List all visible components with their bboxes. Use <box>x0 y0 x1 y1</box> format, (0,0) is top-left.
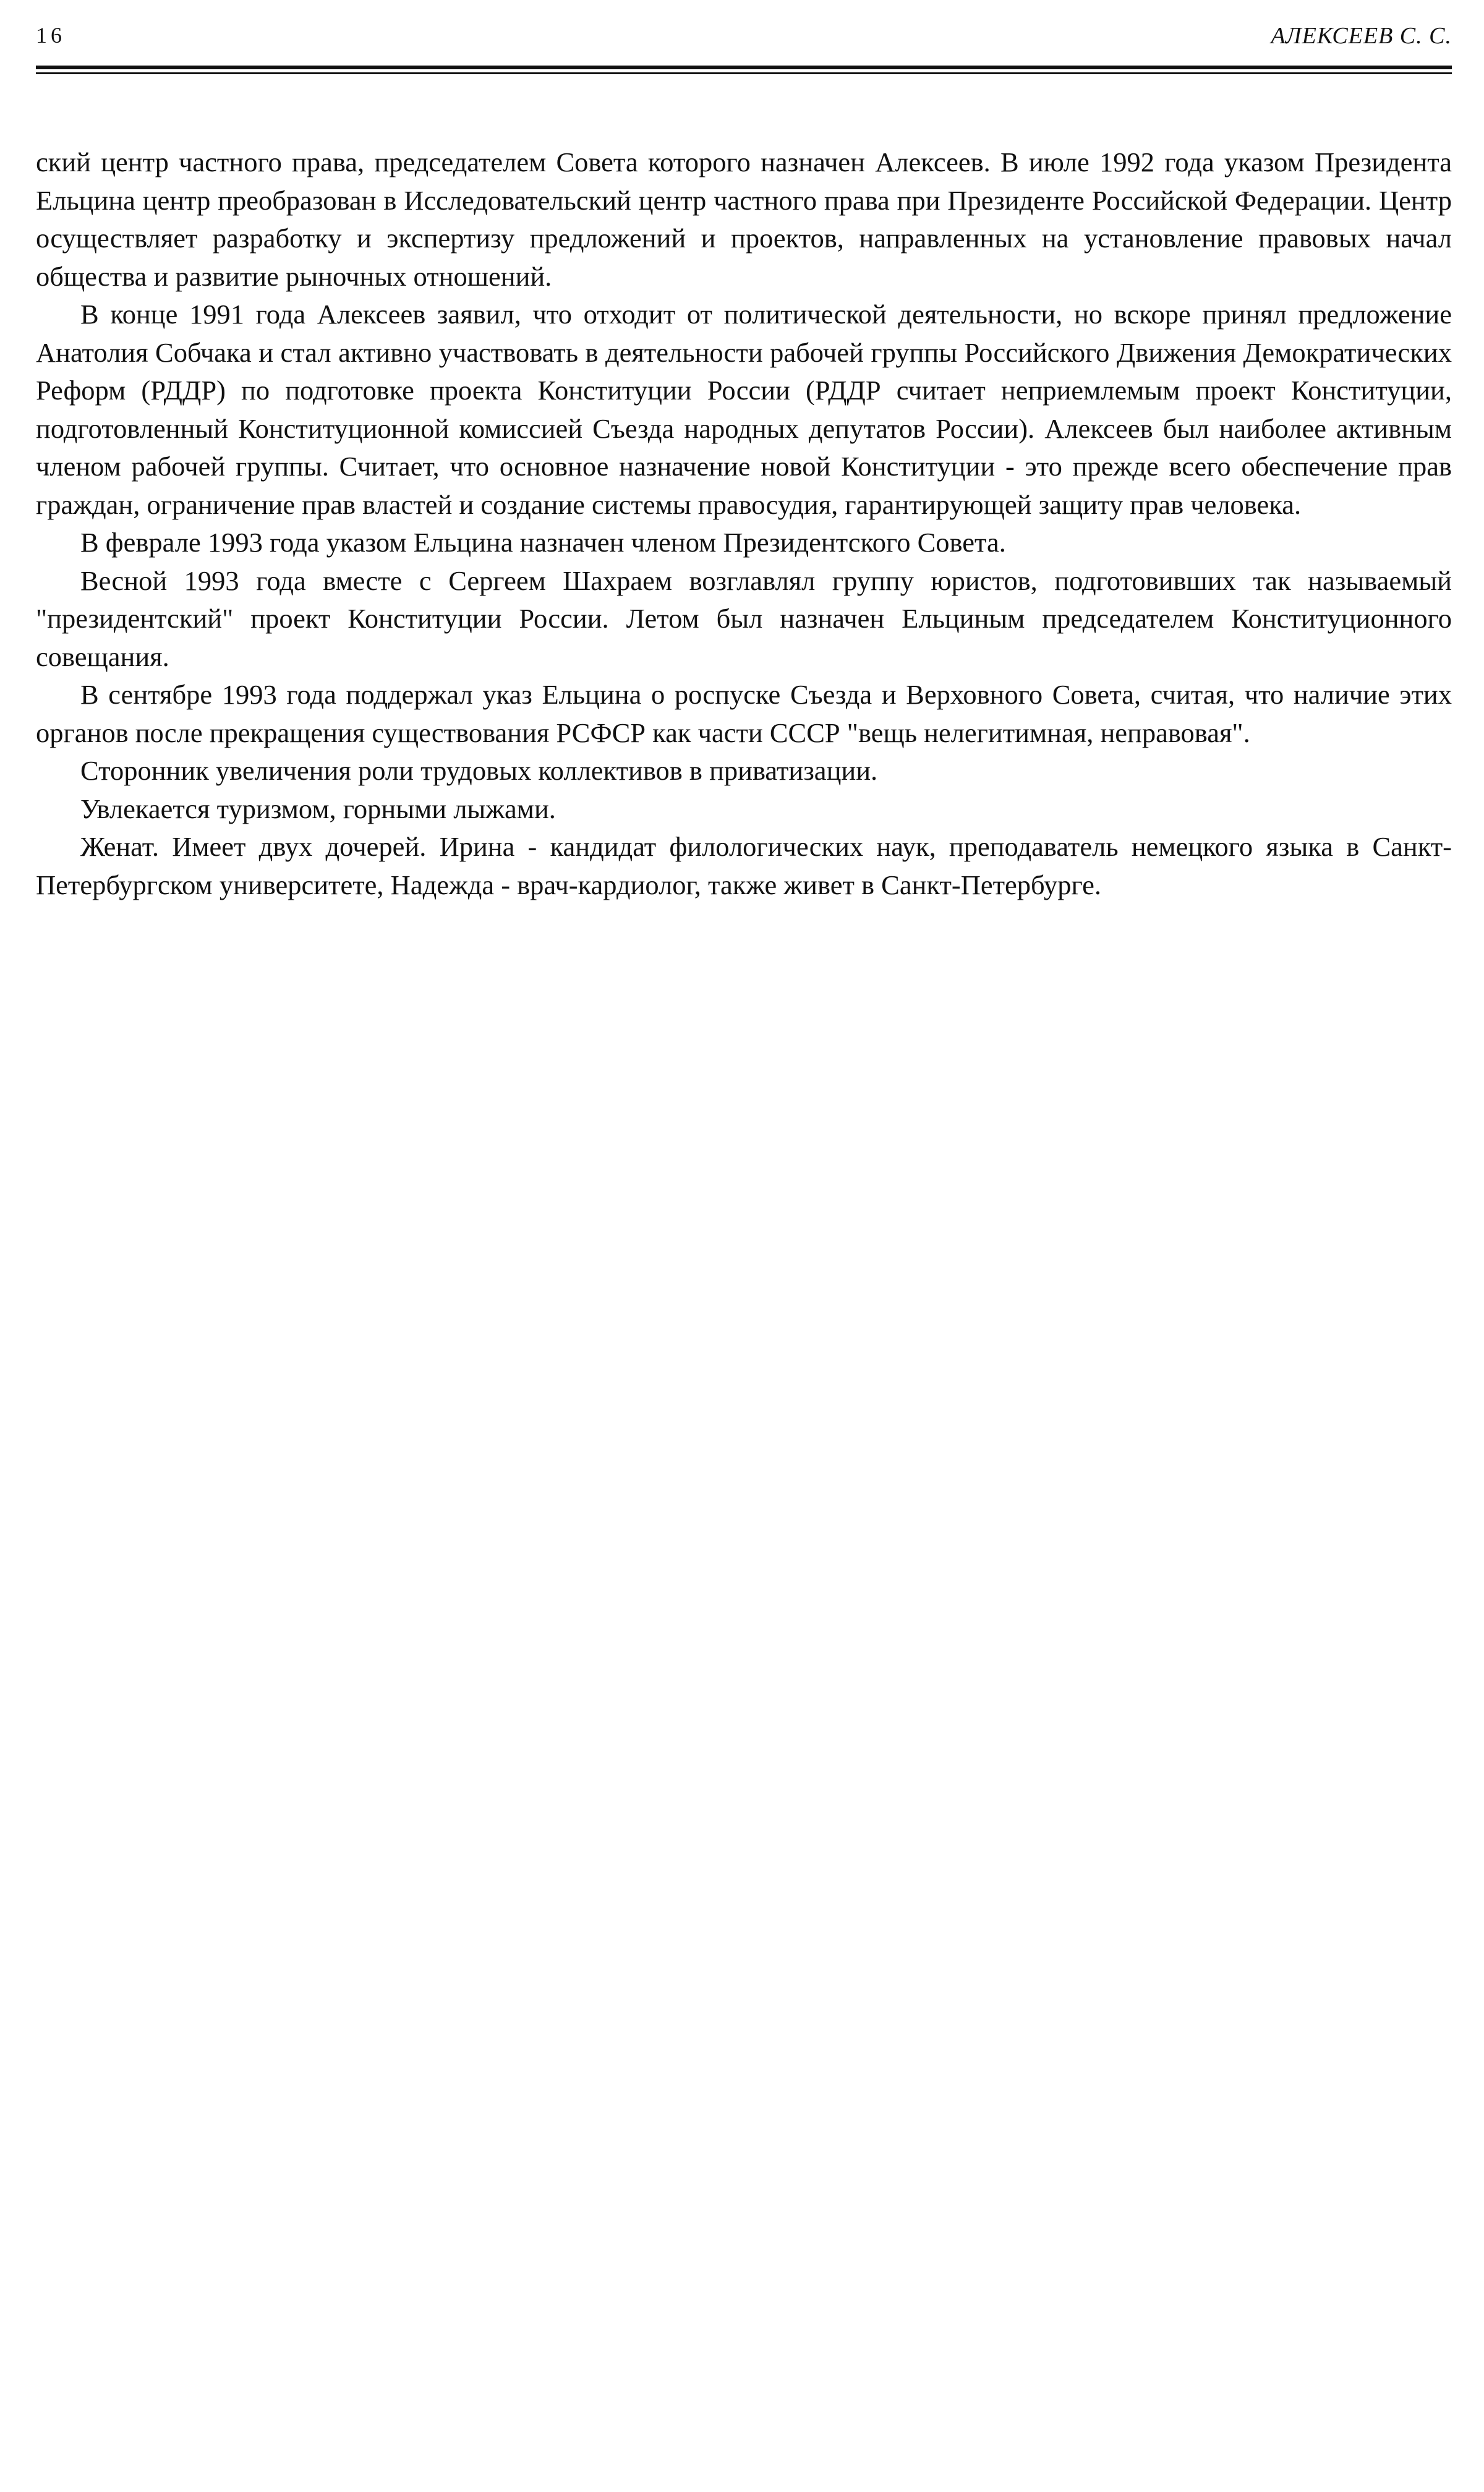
paragraph-hobbies: Увлекается туризмом, горными лыжами. <box>80 793 556 824</box>
header-rule-thin <box>36 72 1452 74</box>
paragraph-constitution-work: В конце 1991 года Алексеев заявил, что отходит от политической деятельности, но вскоре принял предложение Анатолия Собчака и стал активно участвовать в деятельности рабочей группы Российского Движения Демократических Реформ (РДДР) по подготовке проекта Конституции России (РДДР считает неприемлемым проект Конституции, подготовленный Конституционной комиссией Съезда народных депутатов России). Алексеев был наиболее активным членом рабочей группы. Считает, что основное назначение новой Конституции - это прежде всего обеспечение прав граждан, ограничение прав властей и создание системы правосудия, гарантирующей защиту прав человека. <box>36 299 1452 520</box>
page-number: 16 <box>36 23 66 48</box>
paragraph-family: Женат. Имеет двух дочерей. Ирина - кандидат филологических наук, преподаватель немецкого языка в Санкт-Петербургском университете, Надежда - врач-кардиолог, также живет в Санкт-Петербурге. <box>36 831 1452 900</box>
paragraph-continued: ский центр частного права, председателем Совета которого назначен Алексеев. В июле 1992 года указом Президента Ельцина центр преобразован в Исследовательский центр частного права при Президенте Российской Федерации. Центр осуществляет разработку и экспертизу предложений и проектов, направленных на установление правовых начал общества и развитие рыночных отношений. <box>36 147 1452 292</box>
page-header <box>36 17 1452 56</box>
paragraph-privatization: Сторонник увеличения роли трудовых коллективов в приватизации. <box>80 755 878 786</box>
body-text <box>36 143 1452 904</box>
paragraph-presidential-council: В феврале 1993 года указом Ельцина назначен членом Президентского Совета. <box>80 527 1006 558</box>
paragraph-september-1993: В сентябре 1993 года поддержал указ Ельцина о роспуске Съезда и Верховного Совета, считая, что наличие этих органов после прекращения существования РСФСР как части СССР "вещь нелегитимная, неправовая". <box>36 679 1452 748</box>
paragraph-spring-1993: Весной 1993 года вместе с Сергеем Шахраем возглавлял группу юристов, подготовивших так называемый "президентский" проект Конституции России. Летом был назначен Ельциным председателем Конституционного совещания. <box>36 565 1452 672</box>
running-head: АЛЕКСЕЕВ С. С. <box>1271 23 1452 49</box>
header-rule-thick <box>36 66 1452 69</box>
